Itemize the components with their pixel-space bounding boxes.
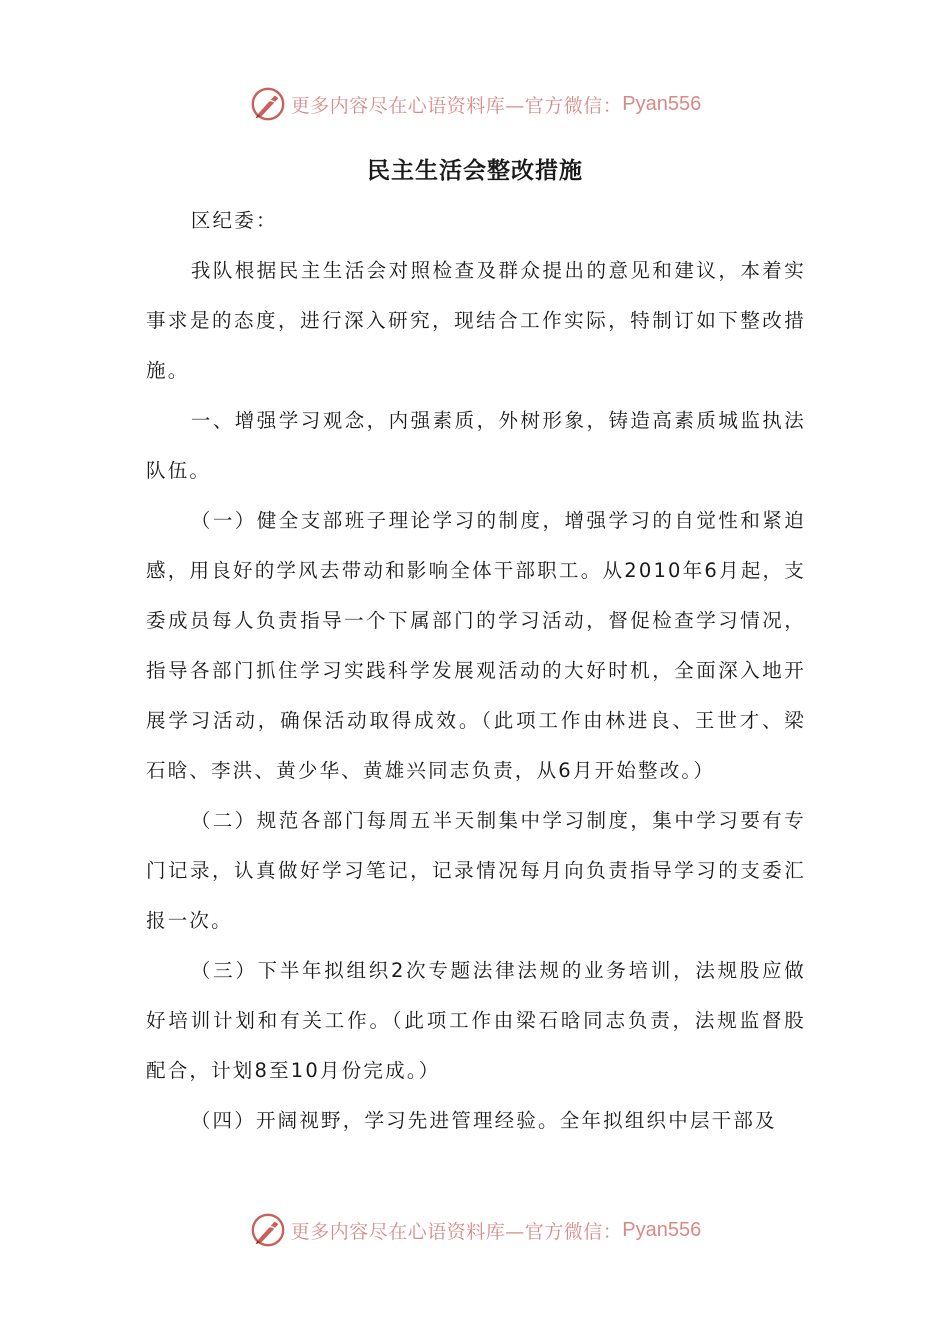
- watermark-wechat-id: Pyan556: [622, 1218, 702, 1241]
- watermark-footer: [0, 1210, 950, 1250]
- watermark-text: 更多内容尽在心语资料库—官方微信：: [290, 1220, 623, 1243]
- pen-logo-icon: [249, 1211, 287, 1249]
- paragraph-item-2: （二）规范各部门每周五半天制集中学习制度，集中学习要有专门记录，认真做好学习笔记，记录情况每月向负责指导学习的支委汇报一次。: [146, 809, 806, 932]
- paragraph-item-4: （四）开阔视野，学习先进管理经验。全年拟组织中层干部及: [190, 1109, 777, 1132]
- watermark-header: [0, 84, 950, 124]
- paragraph-item-1: （一）健全支部班子理论学习的制度，增强学习的自觉性和紧迫感，用良好的学风去带动和影响全体干部职工。从2010年6月起，支委成员每人负责指导一个下属部门的学习活动，督促检查学习情况，指导各部门抓住学习实践科学发展观活动的大好时机，全面深入地开展学习活动，确保活动取得成效。（此项工作由林进良、王世才、梁石晗、李洪、黄少华、黄雄兴同志负责，从6月开始整改。）: [146, 509, 806, 782]
- document-title: 民主生活会整改措施: [367, 157, 583, 184]
- document-body: [146, 196, 806, 1146]
- watermark-text: 更多内容尽在心语资料库—官方微信：: [290, 94, 623, 117]
- watermark-wechat-id: Pyan556: [622, 92, 702, 115]
- paragraph-section-1: 一、增强学习观念，内强素质，外树形象，铸造高素质城监执法队伍。: [146, 409, 806, 482]
- pen-logo-icon: [249, 85, 287, 123]
- paragraph-intro: 我队根据民主生活会对照检查及群众提出的意见和建议，本着实事求是的态度，进行深入研究，现结合工作实际，特制订如下整改措施。: [146, 259, 806, 382]
- paragraph-item-3: （三）下半年拟组织2次专题法律法规的业务培训，法规股应做好培训计划和有关工作。（此项工作由梁石晗同志负责，法规监督股配合，计划8至10月份完成。）: [146, 959, 806, 1082]
- salutation: 区纪委：: [190, 209, 278, 232]
